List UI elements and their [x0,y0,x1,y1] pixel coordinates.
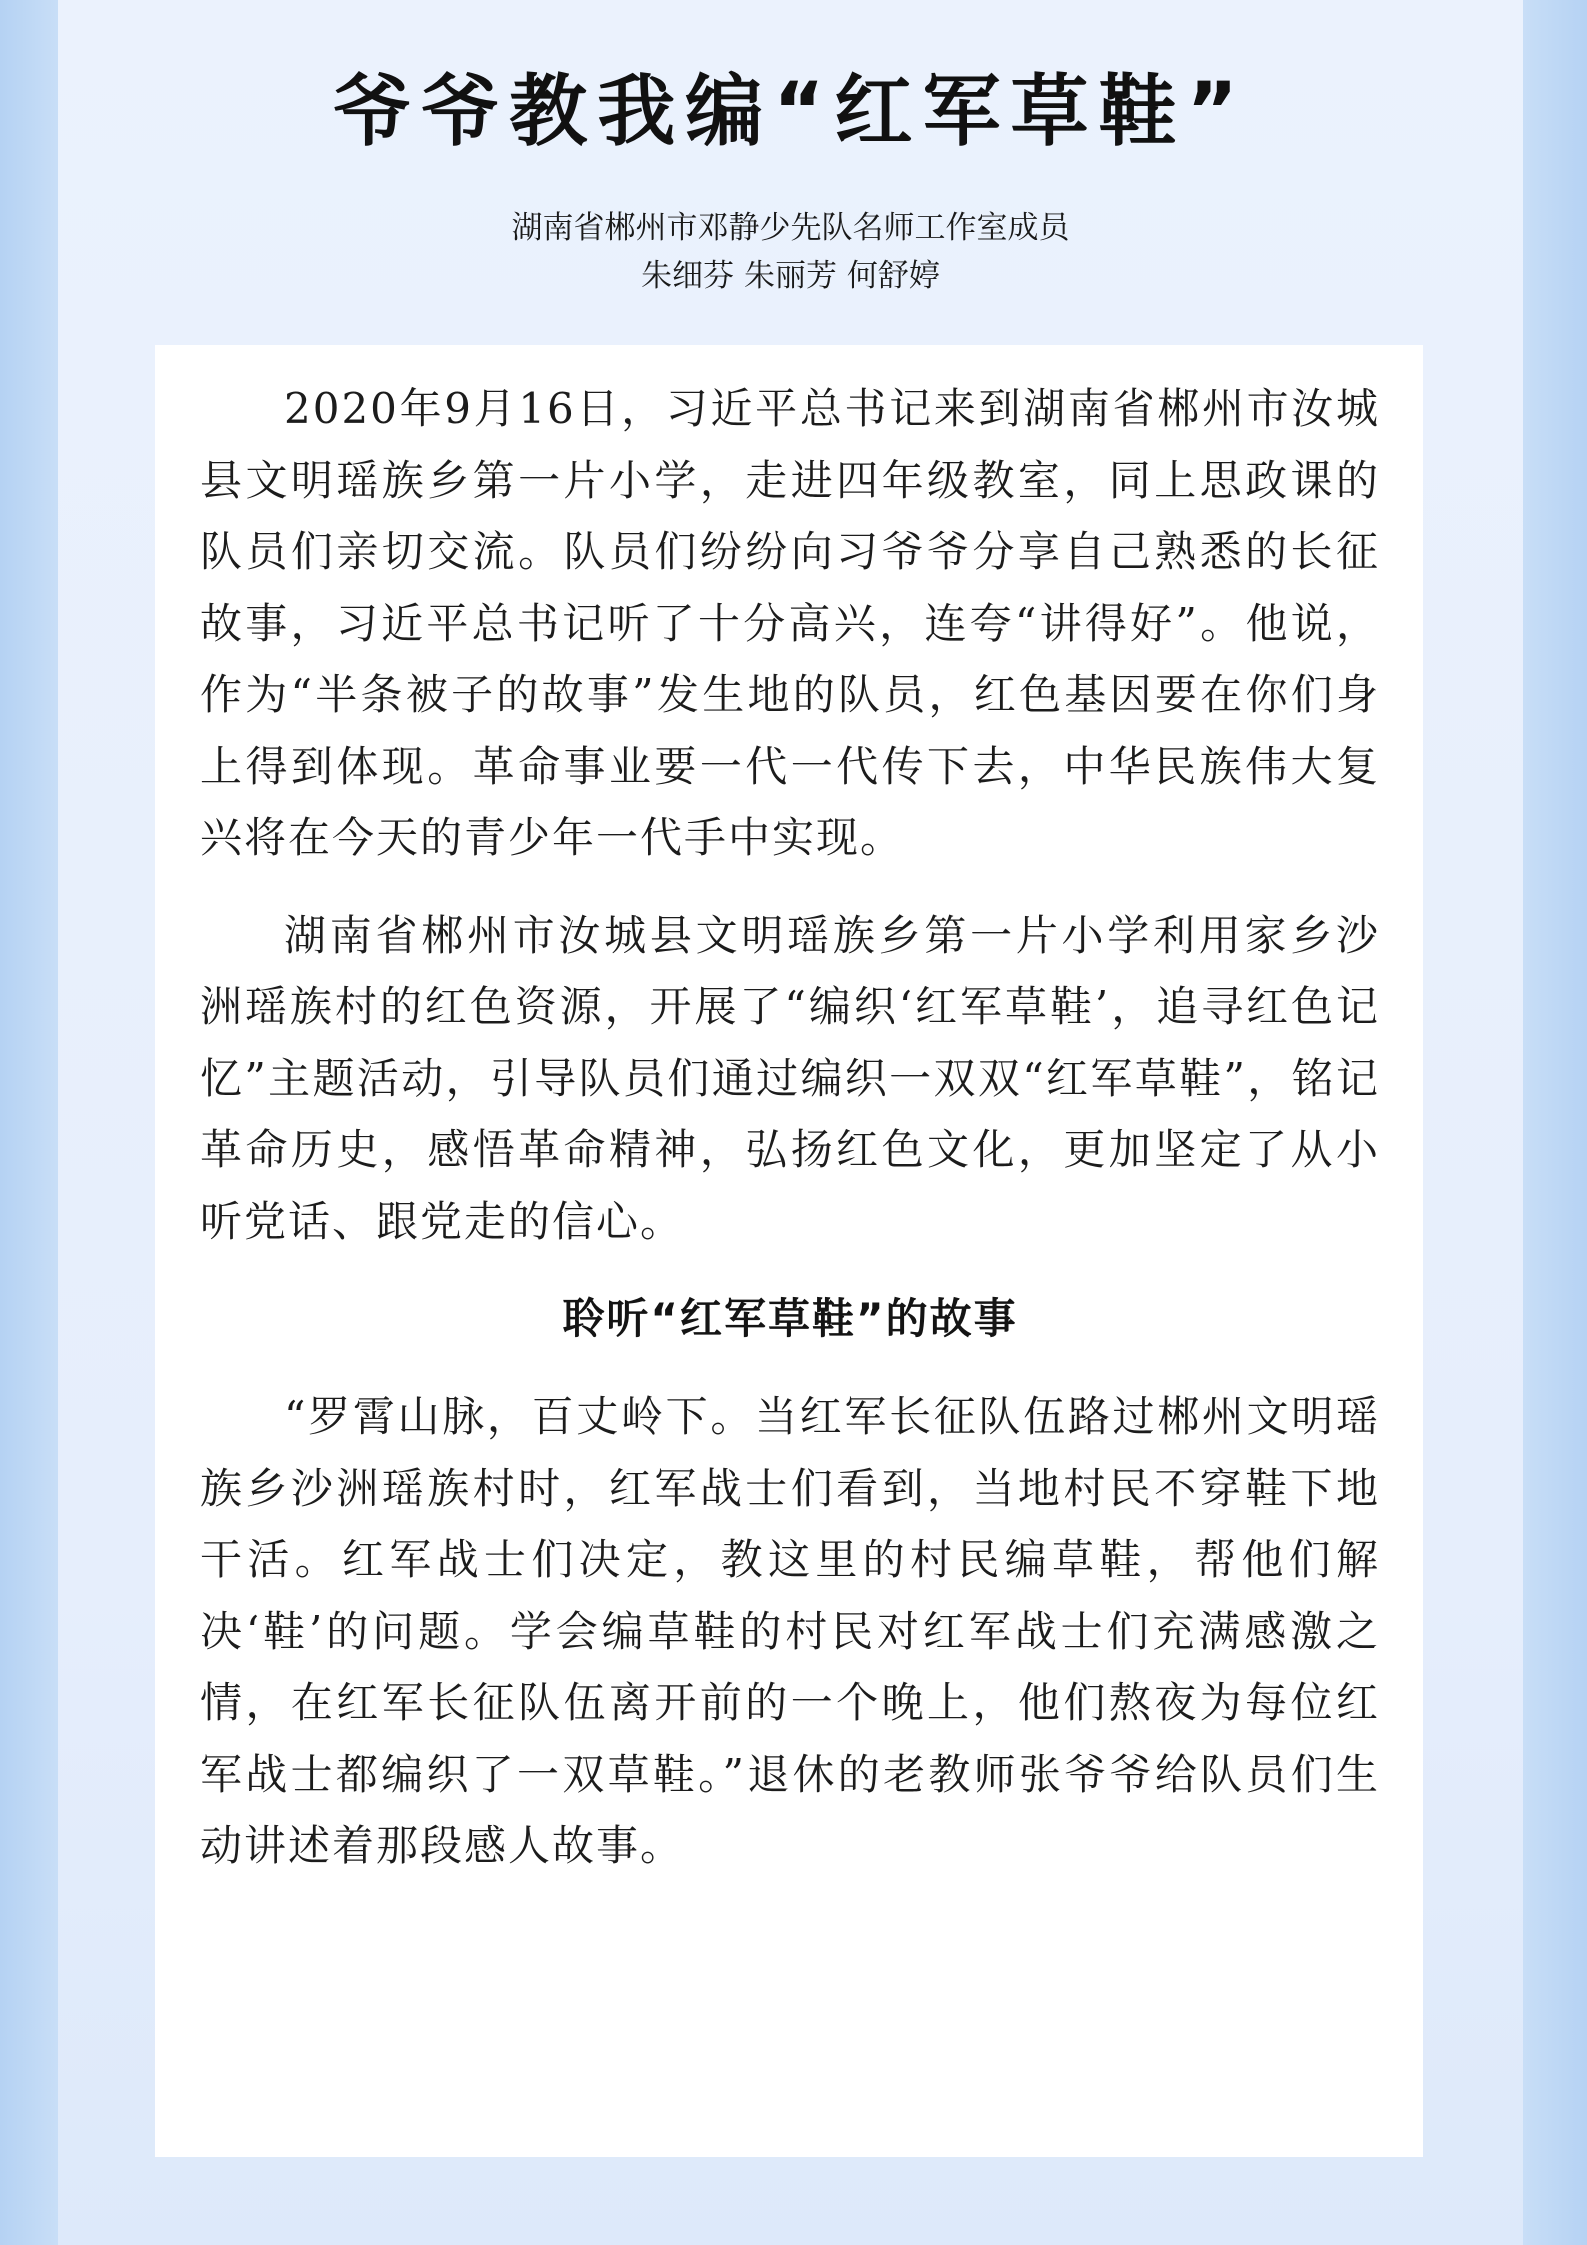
left-border-stripe [0,0,58,2245]
article-card [155,345,1423,2157]
paragraph: 2020年9月16日，习近平总书记来到湖南省郴州市汝城县文明瑶族乡第一片小学，走进四年级教室，同上思政课的队员们亲切交流。队员们纷纷向习爷爷分享自己熟悉的长征故事，习近平总书记听了十分高兴，连夸“讲得好”。他说，作为“半条被子的故事”发生地的队员，红色基因要在你们身上得到体现。革命事业要一代一代传下去，中华民族伟大复兴将在今天的青少年一代手中实现。 [200,384,1380,862]
paragraph: “罗霄山脉，百丈岭下。当红军长征队伍路过郴州文明瑶族乡沙洲瑶族村时，红军战士们看到，当地村民不穿鞋下地干活。红军战士们决定，教这里的村民编草鞋，帮他们解决‘鞋’的问题。学会编草鞋的村民对红军战士们充满感激之情，在红军长征队伍离开前的一个晚上，他们熬夜为每位红军战士都编织了一双草鞋。”退休的老教师张爷爷给队员们生动讲述着那段感人故事。 [200,1392,1380,1870]
section-heading: 聆听“红军草鞋”的故事 [562,1294,1018,1343]
author-names: 朱细芬 朱丽芳 何舒婷 [641,258,940,294]
right-border-stripe [1523,0,1587,2245]
author-block [58,204,1523,300]
paragraph: 湖南省郴州市汝城县文明瑶族乡第一片小学利用家乡沙洲瑶族村的红色资源，开展了“编织‘红军草鞋’，追寻红色记忆”主题活动，引导队员们通过编织一双双“红军草鞋”，铭记革命历史，感悟革命精神，弘扬红色文化，更加坚定了从小听党话、跟党走的信心。 [200,910,1380,1246]
article-title: 爷爷教我编“红军草鞋” [333,67,1248,157]
author-affiliation: 湖南省郴州市邓静少先队名师工作室成员 [511,210,1070,246]
article-body [200,373,1380,1908]
